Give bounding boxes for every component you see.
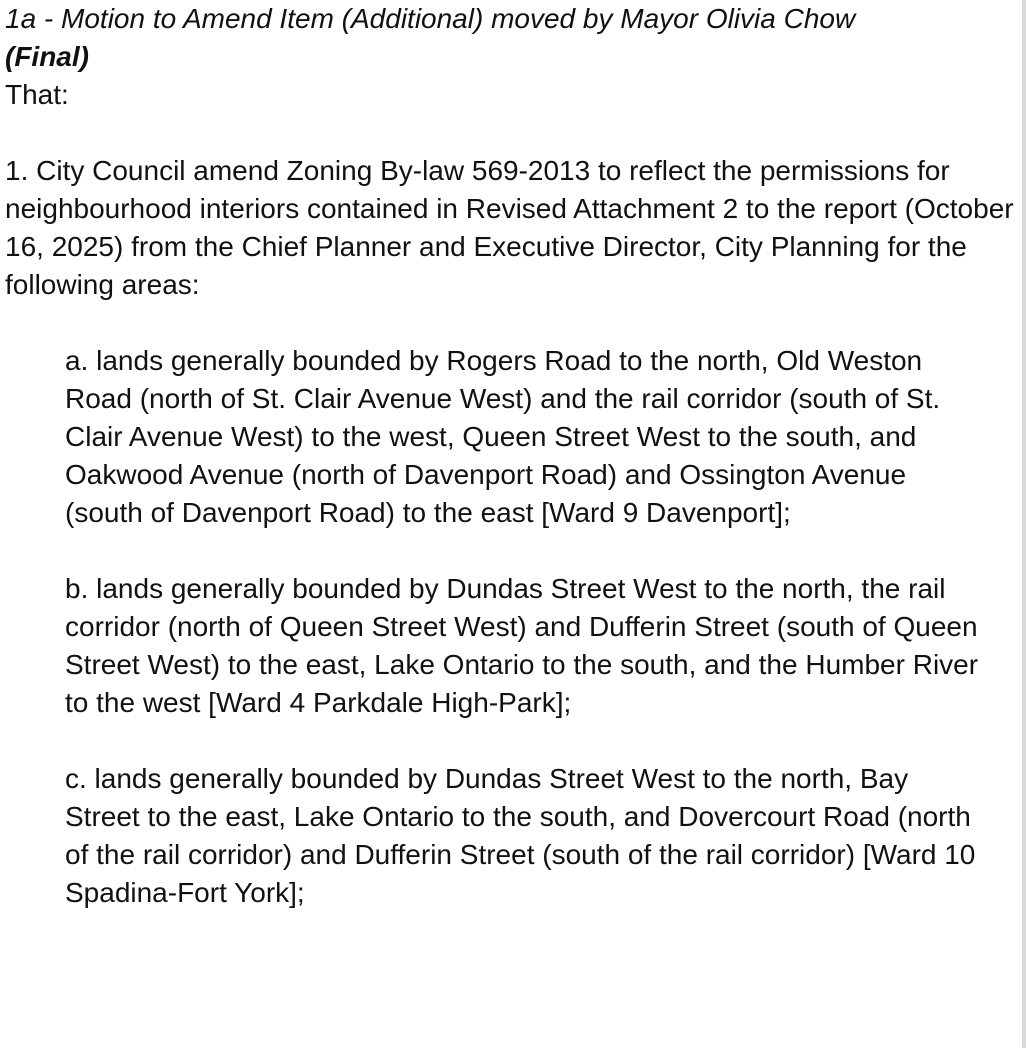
sub-item-c: c. lands generally bounded by Dundas Street West to the north, Bay Street to the east, Lake Ontario to the south, and Dovercourt Road (north of the rail corridor) and Dufferin Street (south of the rail corridor) [Ward 10 Spadina-Fort York]; <box>65 763 976 908</box>
motion-intro: That: <box>5 79 69 110</box>
motion-paragraph-1: 1. City Council amend Zoning By-law 569-2013 to reflect the permissions for neighbourhood interiors contained in Revised Attachment 2 to the report (October 16, 2025) from the Chief Planner and Executive Director, City Planning for the following areas: <box>5 155 1014 300</box>
motion-title: 1a - Motion to Amend Item (Additional) moved by Mayor Olivia Chow <box>5 3 856 34</box>
page-edge-divider <box>1022 0 1026 1048</box>
sub-item-b: b. lands generally bounded by Dundas Street West to the north, the rail corridor (north of Queen Street West) and Dufferin Street (south of Queen Street West) to the east, Lake Ontario to the south, and the Humber River to the west [Ward 4 Parkdale High-Park]; <box>65 573 979 718</box>
motion-status: (Final) <box>5 41 89 72</box>
motion-document <box>5 0 1021 950</box>
sub-item-a: a. lands generally bounded by Rogers Road to the north, Old Weston Road (north of St. Clair Avenue West) and the rail corridor (south of St. Clair Avenue West) to the west, Queen Street West to the south, and Oakwood Avenue (north of Davenport Road) and Ossington Avenue (south of Davenport Road) to the east [Ward 9 Davenport]; <box>65 345 941 528</box>
